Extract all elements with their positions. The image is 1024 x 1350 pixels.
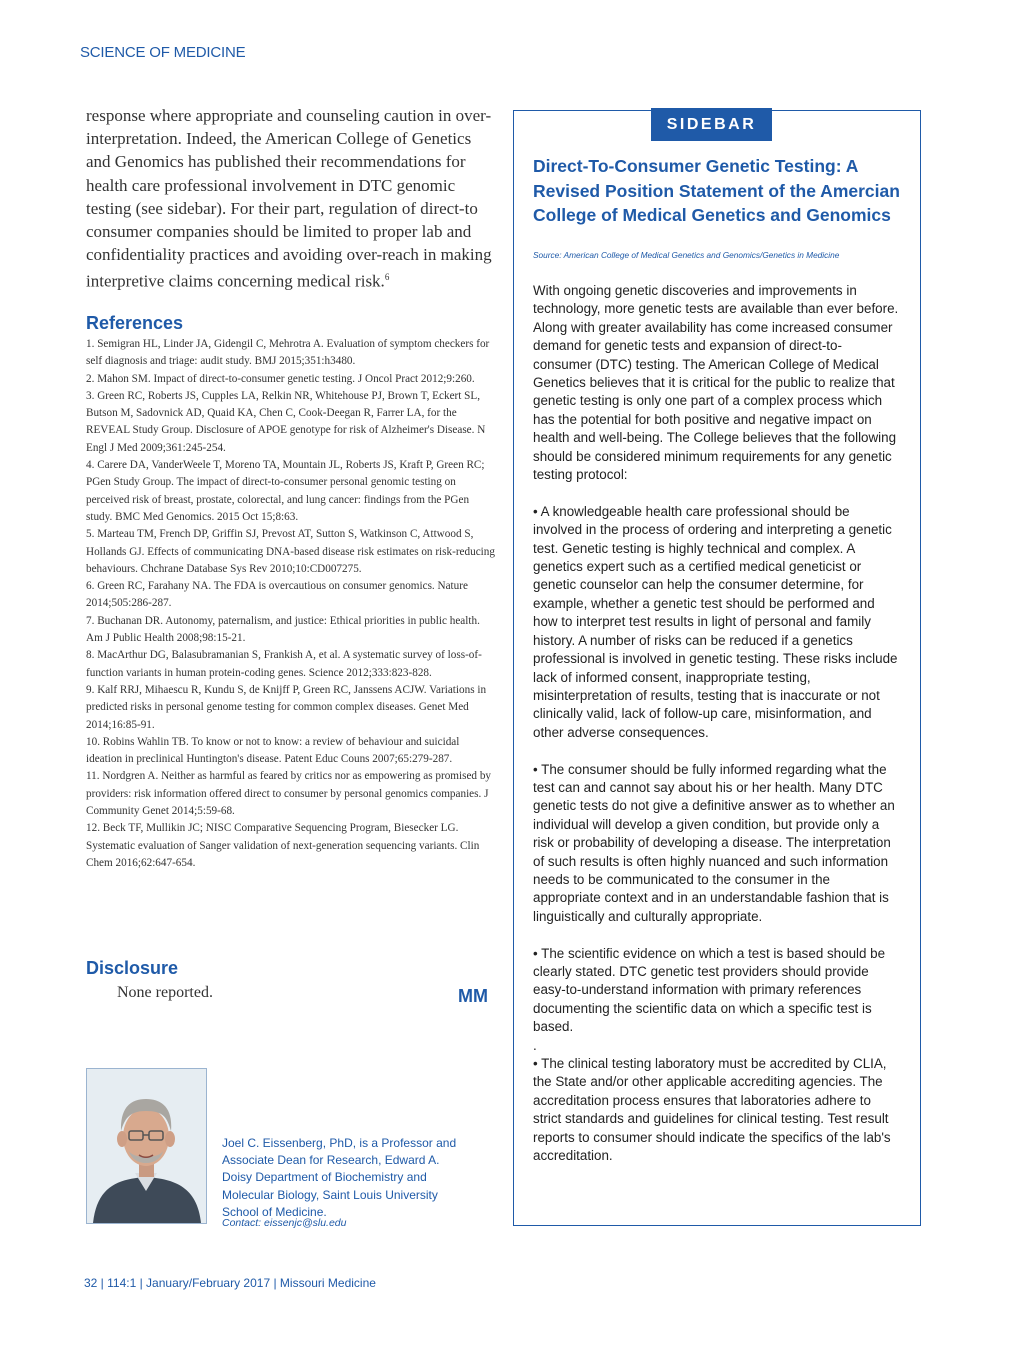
- sidebar-paragraph: With ongoing genetic discoveries and improvements in technology, more genetic tests are available than ever before. Along with greater availability has come increased consumer demand for genetic tests and expansion of direct-to-consumer (DTC) testing. The American College of Medical Genetics believes that it is critical for the public to realize that genetic testing is only one part of a complex process which has the potential for both positive and negative impact on health and well-being. The College believes that the following should be considered minimum requirements for any genetic testing protocol:: [533, 283, 899, 483]
- disclosure-text: None reported.: [117, 984, 213, 1001]
- reference-item: 8. MacArthur DG, Balasubramanian S, Frankish A, et al. A systematic survey of loss-of-function variants in human protein-coding genes. Science 2012;333:823-828.: [86, 649, 482, 679]
- reference-item: 7. Buchanan DR. Autonomy, paternalism, and justice: Ethical priorities in public health. Am J Public Health 2008;98:15-21.: [86, 614, 480, 645]
- page-footer: 32 | 114:1 | January/February 2017 | Missouri Medicine: [84, 1276, 376, 1290]
- sidebar-bullet: • A knowledgeable health care professional should be involved in the process of ordering and interpreting a genetic test. Genetic testing is highly technical and complex. A genetics expert such as a certified medical geneticist or genetic counselor can help the consumer determine, for example, whether a genetic test should be performed and how to interpret test results in light of personal and family history. A number of risks can be reduced if a genetics professional is involved in genetic testing. These risks include lack of informed consent, inappropriate testing, misinterpretation of results, testing that is inaccurate or not clinically valid, lack of follow-up care, misinformation, and other adverse consequences.: [533, 503, 898, 740]
- reference-item: 2. Mahon SM. Impact of direct-to-consumer genetic testing. J Oncol Pract 2012;9:260.: [86, 372, 475, 385]
- reference-item: 4. Carere DA, VanderWeele T, Moreno TA, Mountain JL, Roberts JS, Kraft P, Green RC; PGen Study Group. The impact of direct-to-consumer personal genomic testing on perceived risk of breast, prostate, colorectal, and lung cancer: findings from the PGen study. BMC Med Genomics. 2015 Oct 15;8:63.: [86, 459, 485, 523]
- reference-item: 12. Beck TF, Mullikin JC; NISC Comparative Sequencing Program, Biesecker LG. Systematic evaluation of Sanger validation of next-generation sequencing variants. Clin Chem 2016;62:647-654.: [86, 822, 480, 869]
- intro-text: response where appropriate and counseling caution in over-interpretation. Indeed, the American College of Genetics and Genomics has published their recommendations for health care professional involvement in DTC genomic testing (see sidebar). For their part, regulation of direct-to consumer companies should be limited to proper lab and confidentiality practices and avoiding over-reach in making interpretive claims concerning medical risk.: [86, 106, 492, 292]
- reference-item: 5. Marteau TM, French DP, Griffin SJ, Prevost AT, Sutton S, Watkinson C, Attwood S, Hollands GJ. Effects of communicating DNA-based disease risk estimates on risk-reducing behaviours. Chchrane Database Sys Rev 2010;10:CD007275.: [86, 528, 495, 575]
- sidebar-bullet: • The scientific evidence on which a test is based should be clearly stated. DTC genetic test providers should provide easy-to-understand information with primary references documenting the scientific data on which a specific test is based.: [533, 945, 886, 1035]
- section-header: SCIENCE OF MEDICINE: [80, 44, 246, 61]
- sidebar-bullet: • The clinical testing laboratory must be accredited by CLIA, the State and/or other applicable accrediting agencies. The accreditation process ensures that laboratories adhere to strict standards and guidelines for clinical testing. Test result reports to consumer should indicate the specifics of the lab's accreditation.: [533, 1056, 891, 1164]
- sidebar-body: [533, 282, 899, 1184]
- reference-item: 3. Green RC, Roberts JS, Cupples LA, Relkin NR, Whitehouse PJ, Brown T, Eckert SL, Butson M, Sadovnick AD, Quaid KA, Chen C, Cook-Deegan R, Farrer LA, for the REVEAL Study Group. Disclosure of APOE genotype for risk of Alzheimer's Disease. N Engl J Med 2009;361:245-254.: [86, 389, 486, 454]
- author-bio: Joel C. Eissenberg, PhD, is a Professor and Associate Dean for Research, Edward A. Doisy Department of Biochemistry and Molecular Biology, Saint Louis University School of Medicine.: [222, 1136, 457, 1219]
- author-photo: [86, 1068, 207, 1224]
- intro-paragraph: [86, 104, 492, 293]
- disclosure-heading: Disclosure: [86, 958, 179, 978]
- author-portrait-icon: [87, 1069, 206, 1223]
- end-mark: MM: [458, 986, 488, 1006]
- reference-item: 6. Green RC, Farahany NA. The FDA is overcautious on consumer genomics. Nature 2014;505:286-287.: [86, 580, 468, 610]
- sidebar-source: Source: American College of Medical Genetics and Genomics/Genetics in Medicine: [533, 250, 840, 260]
- citation-superscript: 6: [384, 272, 390, 283]
- author-contact: Contact: eissenjc@slu.edu: [222, 1217, 347, 1229]
- sidebar-title: Direct-To-Consumer Genetic Testing: A Revised Position Statement of the Amercian College of Medical Genetics and Genomics: [533, 156, 900, 225]
- sidebar-separator: .: [533, 1037, 537, 1053]
- references-list: [86, 336, 496, 872]
- sidebar-bullet: • The consumer should be fully informed regarding what the test can and cannot say about his or her health. Many DTC genetic tests do not give a definitive answer as to whether an individual will develop a given condition, but provide only a risk or probability of developing a disease. The interpretation of such results is often highly nuanced and such information needs to be communicated to the consumer in the appropriate context and in an understandable fashion that is linguistically and culturally appropriate.: [533, 761, 895, 924]
- reference-item: 9. Kalf RRJ, Mihaescu R, Kundu S, de Knijff P, Green RC, Janssens ACJW. Variations in predicted risks in personal genome testing for common complex diseases. Genet Med 2014;16:85-91.: [86, 683, 487, 731]
- sidebar-tab: SIDEBAR: [651, 108, 772, 141]
- reference-item: 1. Semigran HL, Linder JA, Gidengil C, Mehrotra A. Evaluation of symptom checkers for self diagnosis and triage: audit study. BMJ 2015;351:h3480.: [86, 338, 490, 368]
- references-heading: References: [86, 313, 184, 333]
- reference-item: 10. Robins Wahlin TB. To know or not to know: a review of behaviour and suicidal ideation in preclinical Huntington's disease. Patent Educ Couns 2007;65:279-287.: [86, 735, 460, 766]
- reference-item: 11. Nordgren A. Neither as harmful as feared by critics nor as empowering as promised by providers: risk information offered direct to consumer by personal genomics companies. J Community Genet 2014;5:59-68.: [86, 770, 492, 818]
